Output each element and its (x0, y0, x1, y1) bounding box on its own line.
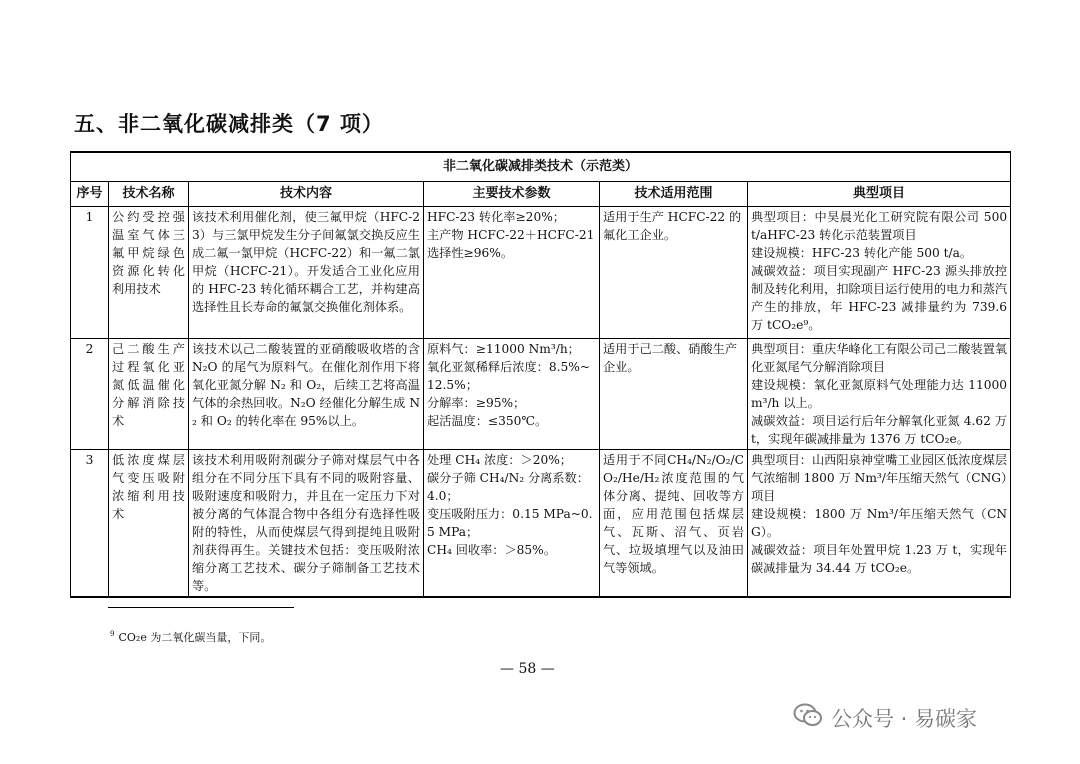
table-caption: 非二氧化碳减排类技术（示范类） (71, 152, 1011, 182)
section-heading: 五、非二氧化碳减排类（7 项） (74, 112, 384, 136)
tech-scope: 适用于生产 HCFC-22 的氟化工企业。 (600, 207, 748, 339)
tech-scope: 适用于己二酸、硝酸生产企业。 (600, 339, 748, 450)
typical-project (748, 207, 1011, 339)
table-row (71, 450, 1011, 598)
col-header-project: 典型项目 (748, 182, 1011, 207)
param-line: HFC-23 转化率≥20%； (427, 210, 565, 224)
tech-params (424, 207, 600, 339)
col-header-no: 序号 (71, 182, 109, 207)
footnote-mark: 9 (110, 630, 115, 639)
project-line: 典型项目：山西阳泉神堂嘴工业园区低浓度煤层气浓缩制 1800 万 Nm³/年压缩天然气（CNG）项目 (751, 453, 1008, 503)
watermark (793, 702, 977, 733)
footnote (110, 629, 271, 645)
param-line: CH₄ 回收率：＞85%。 (427, 543, 556, 557)
row-number: 3 (71, 450, 109, 598)
project-line: 建设规模：1800 万 Nm³/年压缩天然气（CNG）。 (751, 507, 1008, 539)
tech-params (424, 450, 600, 598)
project-line: 典型项目：重庆华峰化工有限公司己二酸装置氧化亚氮尾气分解消除项目 (751, 342, 1008, 374)
row-number: 1 (71, 207, 109, 339)
tech-params (424, 339, 600, 450)
typical-project (748, 339, 1011, 450)
param-line: 氧化亚氮稀释后浓度：8.5%~12.5%； (427, 360, 591, 392)
table-header-row (71, 182, 1011, 207)
col-header-content: 技术内容 (189, 182, 424, 207)
table-caption-row (71, 152, 1011, 182)
tech-content: 该技术以己二酸装置的亚硝酸吸收塔的含 N₂O 的尾气为原料气。在催化剂作用下将氧化亚氮分解 N₂ 和 O₂，后续工艺将高温气体的余热回收。N₂O 经催化分解生成 N₂ 和 O₂ 的转化率在 95%以上。 (189, 339, 424, 450)
project-line: 减碳效益：项目实现副产 HFC-23 源头排放控制及转化利用，扣除项目运行使用的电力和蒸汽产生的排放，年 HFC-23 减排量约为 739.6 万 tCO₂e⁹。 (751, 264, 1008, 332)
tech-content: 该技术利用吸附剂碳分子筛对煤层气中各组分在不同分压下具有不同的吸附容量、吸附速度和吸附力，并且在一定压力下对被分离的气体混合物中各组分有选择性吸附的特性，从而使煤层气得到提纯且吸附剂获得再生。关键技术包括：变压吸附浓缩分离工艺技术、碳分子筛制备工艺技术等。 (189, 450, 424, 598)
watermark-text: 公众号 · 易碳家 (831, 706, 978, 731)
param-line: 起活温度：≤350℃。 (427, 414, 548, 428)
page-number: — 58 — (500, 661, 555, 677)
param-line: 碳分子筛 CH₄/N₂ 分离系数：4.0； (427, 471, 589, 503)
table-row (71, 339, 1011, 450)
param-line: 分解率：≥95%； (427, 396, 526, 410)
table-row (71, 207, 1011, 339)
footnote-text: CO₂e 为二氧化碳当量，下同。 (118, 631, 272, 644)
row-number: 2 (71, 339, 109, 450)
tech-name: 低浓度煤层气变压吸附浓缩利用技术 (109, 450, 189, 598)
param-line: 处理 CH₄ 浓度：＞20%； (427, 453, 572, 467)
wechat-icon (793, 702, 823, 733)
project-line: 典型项目：中昊晨光化工研究院有限公司 500 t/aHFC-23 转化示范装置项目 (751, 210, 1008, 242)
project-line: 减碳效益：项目年处置甲烷 1.23 万 t，实现年碳减排量为 34.44 万 tCO₂e。 (751, 543, 1008, 575)
tech-content: 该技术利用催化剂，使三氟甲烷（HFC-23）与三氯甲烷发生分子间氟氯交换反应生成二氟一氯甲烷（HCFC-22）和一氟二氯甲烷（HCFC-21）。开发适合工业化应用的 HFC-23 转化循环耦合工艺，并构建高选择性且长寿命的氟氯交换催化剂体系。 (189, 207, 424, 339)
typical-project (748, 450, 1011, 598)
tech-name: 公约受控强温室气体三氟甲烷绿色资源化转化利用技术 (109, 207, 189, 339)
project-line: 减碳效益：项目运行后年分解氧化亚氮 4.62 万 t，实现年碳减排量为 1376 万 tCO₂e。 (751, 414, 1008, 446)
tech-name: 己二酸生产过程氧化亚氮低温催化分解消除技术 (109, 339, 189, 450)
tech-scope: 适用于不同CH₄/N₂/O₂/CO₂/He/H₂浓度范围的气体分离、提纯、回收等方面，应用范围包括煤层气、瓦斯、沼气、页岩气、垃圾填埋气以及油田气等领域。 (600, 450, 748, 598)
col-header-params: 主要技术参数 (424, 182, 600, 207)
footnote-divider (108, 607, 294, 608)
param-line: 主产物 HCFC-22＋HCFC-21 选择性≥96%。 (427, 228, 595, 260)
col-header-scope: 技术适用范围 (600, 182, 748, 207)
tech-table (70, 151, 1011, 598)
col-header-name: 技术名称 (109, 182, 189, 207)
param-line: 变压吸附压力：0.15 MPa~0.5 MPa； (427, 507, 593, 539)
project-line: 建设规模：氧化亚氮原料气处理能力达 11000 m³/h 以上。 (751, 378, 1008, 410)
project-line: 建设规模：HFC-23 转化产能 500 t/a。 (751, 246, 973, 260)
param-line: 原料气：≥11000 Nm³/h； (427, 342, 580, 356)
